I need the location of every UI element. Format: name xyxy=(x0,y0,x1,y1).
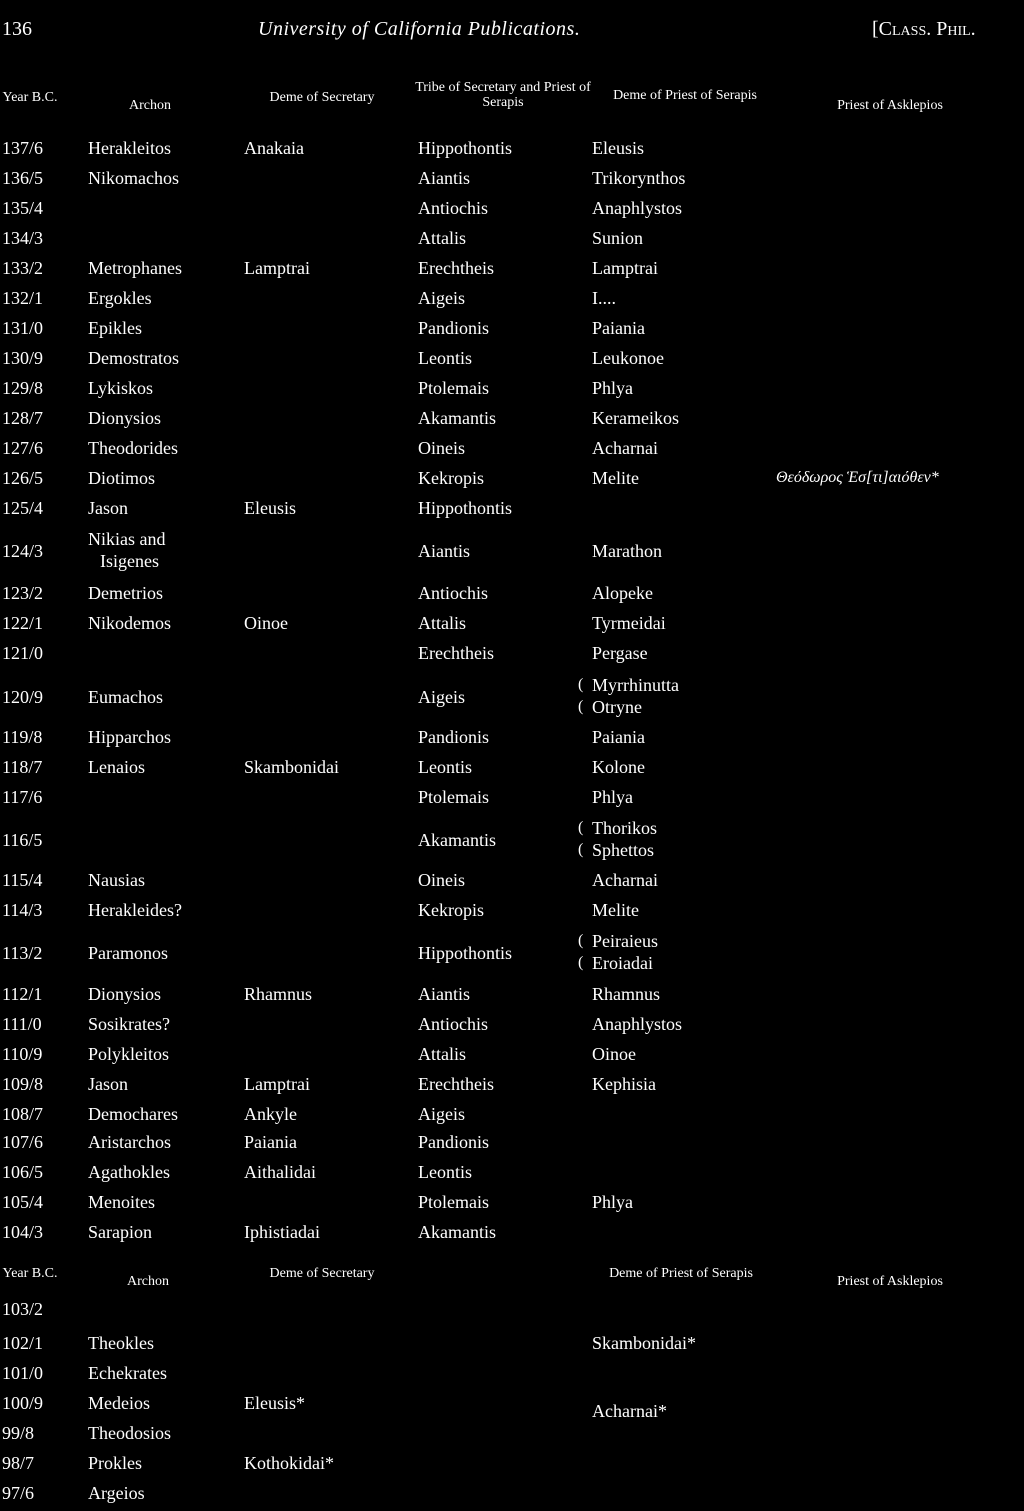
tribe-cell: Kekropis xyxy=(418,468,484,488)
tribe-cell: Akamantis xyxy=(418,830,496,850)
tribe-cell: Aiantis xyxy=(418,984,470,1004)
tribe-cell: Leontis xyxy=(418,757,472,777)
year-cell: 125/4 xyxy=(2,498,44,518)
archon-cell: Aristarchos xyxy=(88,1132,171,1152)
tribe-cell: Pandionis xyxy=(418,318,490,338)
tribe-cell: Antiochis xyxy=(418,198,488,218)
year-cell: 132/1 xyxy=(2,288,44,308)
tribe-cell: Erechtheis xyxy=(418,643,494,663)
deme-secretary-cell: Aithalidai xyxy=(244,1162,316,1182)
priest-deme-cell: Melite xyxy=(592,900,639,920)
archon-cell: Medeios xyxy=(88,1393,150,1413)
year-cell: 120/9 xyxy=(2,687,44,707)
priest-deme-cell: Skambonidai* xyxy=(592,1333,696,1353)
priest-deme-cell: Peiraieus xyxy=(592,931,658,951)
tribe-cell: Kekropis xyxy=(418,900,484,920)
running-head xyxy=(0,16,1024,48)
tribe-cell: Hippothontis xyxy=(418,138,513,158)
archon-cell: Dionysios xyxy=(88,408,162,428)
tribe-cell: Aigeis xyxy=(418,1104,465,1124)
priest-deme-cell: Leukonoe xyxy=(592,348,664,368)
archon-cell: Theodosios xyxy=(88,1423,171,1443)
year-cell: 126/5 xyxy=(2,468,44,488)
year-cell: 108/7 xyxy=(2,1104,44,1124)
tribe-cell: Antiochis xyxy=(418,1014,488,1034)
priest-deme-cell: Paiania xyxy=(592,727,645,747)
tribe-cell: Attalis xyxy=(418,1044,466,1064)
year-cell: 102/1 xyxy=(2,1333,44,1353)
tribe-cell: Aigeis xyxy=(418,687,465,707)
col-header-year: Year B.C. xyxy=(2,90,58,105)
brace-bottom-icon: ( xyxy=(578,698,584,715)
archon-cell: Jason xyxy=(88,498,128,518)
brace-top-icon: ( xyxy=(578,819,584,836)
tribe-cell: Attalis xyxy=(418,228,466,248)
year-cell: 119/8 xyxy=(2,727,43,747)
priest-deme-cell: Kerameikos xyxy=(592,408,679,428)
deme-secretary-cell: Lamptrai xyxy=(244,258,310,278)
archon-cell: Polykleitos xyxy=(88,1044,170,1064)
page-number: 136 xyxy=(2,18,32,40)
deme-secretary-cell: Rhamnus xyxy=(244,984,313,1004)
archon-cell: Demostratos xyxy=(88,348,179,368)
year-cell: 131/0 xyxy=(2,318,44,338)
priest-deme-cell: Tyrmeidai xyxy=(592,613,666,633)
priest-deme-cell: Acharnai xyxy=(592,870,658,890)
year-cell: 101/0 xyxy=(2,1363,44,1383)
tribe-cell: Erechtheis xyxy=(418,1074,494,1094)
brace-bottom-icon: ( xyxy=(578,954,584,971)
deme-secretary-cell: Skambonidai xyxy=(244,757,339,777)
tribe-cell: Pandionis xyxy=(418,1132,490,1152)
archon-cell: Agathokles xyxy=(88,1162,170,1182)
year-cell: 104/3 xyxy=(2,1222,44,1242)
deme-secretary-cell: Kothokidai* xyxy=(244,1453,334,1473)
year-cell: 130/9 xyxy=(2,348,44,368)
priest-deme-cell: Acharnai xyxy=(592,438,658,458)
col-header-archon: Archon xyxy=(129,98,171,113)
priest-deme-cell: Pergase xyxy=(592,643,648,663)
year-cell: 121/0 xyxy=(2,643,44,663)
brace-top-icon: ( xyxy=(578,932,584,949)
archon-cell: Herakleides? xyxy=(88,900,182,920)
year-cell: 116/5 xyxy=(2,830,43,850)
priest-deme-cell: I.... xyxy=(592,288,616,308)
year-cell: 127/6 xyxy=(2,438,44,458)
priest-deme-cell: Sunion xyxy=(592,228,644,248)
deme-secretary-cell: Eleusis xyxy=(244,498,296,518)
year-cell: 105/4 xyxy=(2,1192,44,1212)
year-cell: 110/9 xyxy=(2,1044,43,1064)
col-header-deme-priest: Deme of Priest of Serapis xyxy=(613,88,757,103)
brace-top-icon: ( xyxy=(578,676,584,693)
year-cell: 133/2 xyxy=(2,258,44,278)
archon-cell: Echekrates xyxy=(88,1363,167,1383)
year-cell: 118/7 xyxy=(2,757,43,777)
tribe-cell: Oineis xyxy=(418,870,465,890)
archon-cell: Argeios xyxy=(88,1483,145,1503)
archon-cell: Herakleitos xyxy=(88,138,171,158)
deme-secretary-cell: Paiania xyxy=(244,1132,297,1152)
col-header-year-2: Year B.C. xyxy=(2,1266,58,1281)
archon-cell: Demochares xyxy=(88,1104,178,1124)
col-header-deme-priest-2: Deme of Priest of Serapis xyxy=(609,1266,753,1281)
archon-cell: Menoites xyxy=(88,1192,155,1212)
col-header-tribe: Tribe of Secretary and Priest of Serapis xyxy=(415,80,591,110)
archon-cell: Lenaios xyxy=(88,757,145,777)
archon-cell: Nikodemos xyxy=(88,613,171,633)
archon-cell: Paramonos xyxy=(88,943,168,963)
priest-deme-cell-alt: Otryne xyxy=(592,697,642,717)
archon-cell: Demetrios xyxy=(88,583,163,603)
year-cell: 117/6 xyxy=(2,787,43,807)
year-cell: 111/0 xyxy=(2,1014,42,1034)
priest-deme-cell: Alopeke xyxy=(592,583,653,603)
year-cell: 134/3 xyxy=(2,228,44,248)
tribe-cell: Ptolemais xyxy=(418,1192,489,1212)
archon-cell: Hipparchos xyxy=(88,727,171,747)
tribe-cell: Antiochis xyxy=(418,583,488,603)
priest-deme-cell: Trikorynthos xyxy=(592,168,686,188)
deme-secretary-cell: Eleusis* xyxy=(244,1393,305,1413)
priest-deme-cell: Anaphlystos xyxy=(592,198,682,218)
col-header-archon-2: Archon xyxy=(127,1274,169,1289)
year-cell: 122/1 xyxy=(2,613,44,633)
tribe-cell: Ptolemais xyxy=(418,787,489,807)
tribe-cell: Oineis xyxy=(418,438,465,458)
deme-secretary-cell: Lamptrai xyxy=(244,1074,310,1094)
year-cell: 128/7 xyxy=(2,408,44,428)
tribe-cell: Hippothontis xyxy=(418,943,513,963)
tribe-cell: Erechtheis xyxy=(418,258,494,278)
archon-cell: Sosikrates? xyxy=(88,1014,170,1034)
archon-cell: Eumachos xyxy=(88,687,163,707)
year-cell: 106/5 xyxy=(2,1162,44,1182)
tribe-cell: Aiantis xyxy=(418,541,470,561)
year-cell: 115/4 xyxy=(2,870,43,890)
deme-secretary-cell: Ankyle xyxy=(244,1104,297,1124)
priest-deme-cell: Acharnai* xyxy=(592,1401,667,1421)
priest-deme-cell: Lamptrai xyxy=(592,258,658,278)
priest-deme-cell: Thorikos xyxy=(592,818,657,838)
year-cell: 98/7 xyxy=(2,1453,35,1473)
archon-cell: Metrophanes xyxy=(88,258,182,278)
priest-deme-cell: Phlya xyxy=(592,378,634,398)
archon-cell: Diotimos xyxy=(88,468,156,488)
tribe-cell: Pandionis xyxy=(418,727,490,747)
year-cell: 97/6 xyxy=(2,1483,35,1503)
tribe-cell: Aiantis xyxy=(418,168,470,188)
year-cell: 99/8 xyxy=(2,1423,35,1443)
col-header-priest-asklepios-2: Priest of Asklepios xyxy=(837,1274,943,1289)
archon-cell-continued: Isigenes xyxy=(100,551,159,571)
tribe-cell: Akamantis xyxy=(418,1222,496,1242)
tribe-cell: Hippothontis xyxy=(418,498,513,518)
archon-cell: Nausias xyxy=(88,870,145,890)
deme-secretary-cell: Anakaia xyxy=(244,138,304,158)
brace-bottom-icon: ( xyxy=(578,841,584,858)
archon-cell: Theodorides xyxy=(88,438,178,458)
tribe-cell: Ptolemais xyxy=(418,378,489,398)
year-cell: 137/6 xyxy=(2,138,44,158)
year-cell: 129/8 xyxy=(2,378,44,398)
priest-deme-cell: Rhamnus xyxy=(592,984,661,1004)
col-header-priest-asklepios: Priest of Asklepios xyxy=(837,98,943,113)
archon-cell: Prokles xyxy=(88,1453,142,1473)
priest-asklepios-cell: Θεόδωρος Ἑσ[τι]αιόθεν* xyxy=(776,469,939,486)
priest-deme-cell: Marathon xyxy=(592,541,662,561)
deme-secretary-cell: Iphistiadai xyxy=(244,1222,320,1242)
year-cell: 109/8 xyxy=(2,1074,44,1094)
archon-cell: Nikomachos xyxy=(88,168,179,188)
priest-deme-cell: Oinoe xyxy=(592,1044,636,1064)
col-header-deme-secretary: Deme of Secretary xyxy=(269,90,375,105)
journal-title: University of California Publications. xyxy=(258,18,581,40)
priest-deme-cell: Melite xyxy=(592,468,639,488)
section-label: [Class. Phil. xyxy=(872,18,976,40)
priest-deme-cell: Kolone xyxy=(592,757,645,777)
year-cell: 100/9 xyxy=(2,1393,44,1413)
archon-cell: Ergokles xyxy=(88,288,152,308)
year-cell: 114/3 xyxy=(2,900,43,920)
col-header-deme-secretary-2: Deme of Secretary xyxy=(269,1266,375,1281)
archon-cell: Sarapion xyxy=(88,1222,152,1242)
tribe-cell: Akamantis xyxy=(418,408,496,428)
archon-cell: Jason xyxy=(88,1074,128,1094)
archon-cell: Nikias and xyxy=(88,529,166,549)
priest-deme-cell: Phlya xyxy=(592,787,634,807)
priest-deme-cell-alt: Sphettos xyxy=(592,840,655,860)
priest-deme-cell: Phlya xyxy=(592,1192,634,1212)
year-cell: 107/6 xyxy=(2,1132,44,1152)
archon-cell: Epikles xyxy=(88,318,142,338)
archon-cell: Lykiskos xyxy=(88,378,154,398)
tribe-cell: Leontis xyxy=(418,348,472,368)
priest-deme-cell: Anaphlystos xyxy=(592,1014,682,1034)
year-cell: 103/2 xyxy=(2,1299,44,1319)
year-cell: 124/3 xyxy=(2,541,44,561)
priest-deme-cell: Paiania xyxy=(592,318,645,338)
priest-deme-cell: Kephisia xyxy=(592,1074,656,1094)
year-cell: 112/1 xyxy=(2,984,43,1004)
priest-deme-cell-alt: Eroiadai xyxy=(592,953,653,973)
year-cell: 135/4 xyxy=(2,198,44,218)
priest-deme-cell: Eleusis xyxy=(592,138,644,158)
tribe-cell: Aigeis xyxy=(418,288,465,308)
tribe-cell: Leontis xyxy=(418,1162,472,1182)
year-cell: 136/5 xyxy=(2,168,44,188)
priest-deme-cell: Myrrhinutta xyxy=(592,675,679,695)
archon-cell: Dionysios xyxy=(88,984,162,1004)
deme-secretary-cell: Oinoe xyxy=(244,613,288,633)
year-cell: 123/2 xyxy=(2,583,44,603)
year-cell: 113/2 xyxy=(2,943,43,963)
tribe-cell: Attalis xyxy=(418,613,466,633)
archon-cell: Theokles xyxy=(88,1333,154,1353)
